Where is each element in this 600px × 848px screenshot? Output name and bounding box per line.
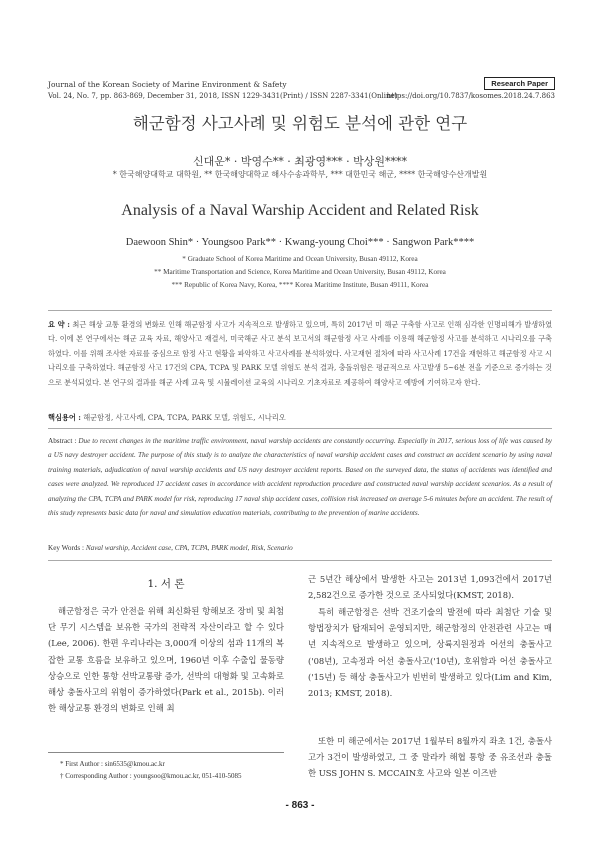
- abstract-korean-text: 최근 해상 교통 환경의 변화로 인해 해군함정 사고가 지속적으로 발생하고 있으며, 특히 2017년 미 해군 구축함 사고로 인해 심각한 인명피해가 발생하였다. 이에 본 연구에서는 해군 교육 자료, 해양사고 재결서, 미국해군 사고 분석 보고서의 해군함정 사고 사례를 이용해 해군함정 사고를 분석하고 시나리오를 구축하였다. 이를 위해 조사한 자료를 중심으로 함정 사고 현황을 파악하고 사고사례를 분석하였다. 사고재현 절차에 따라 사고사례 17건을 재현하고 해군함정 사고 시나리오를 구축하였다. 해군함정 사고 17건의 CPA, TCPA 및 PARK 모델 위험도 분석 결과, 충돌위험은 평균적으로 사고발생 5~6분 전을 기준으로 증가하는 것으로 분석되었다. 본 연구의 결과를 해군 사례 교육 및 시뮬레이션 교육의 시나리오 기초자료로 제공하여 해양사고 예방에 기여하고자 한다.: [48, 320, 553, 387]
- keywords-korean-text: 해군함정, 사고사례, CPA, TCPA, PARK 모델, 위험도, 시나리오: [83, 413, 286, 422]
- authors-english: Daewoon Shin* · Youngsoo Park** · Kwang-young Choi*** · Sangwon Park****: [125, 237, 475, 248]
- keywords-english: [48, 541, 552, 555]
- divider: [48, 560, 552, 561]
- affiliation-english-3: *** Republic of Korea Navy, Korea, **** Korea Maritime Institute, Busan 49111, Korea: [171, 281, 429, 289]
- abstract-english-text: Due to recent changes in the maritime traffic environment, naval warship accidents are constantly occurring. Especially in 2017, serious loss of life was caused by a US navy destroyer accident. The purpose of this study is to analyze the characteristics of naval warship accident cases and construct an accident scenario by using naval training materials, adjudication of naval warship accidents and US navy destroyer accident reports. Based on the surveyed data, the status of accidents was identified and cases were analyzed. We reproduced 17 accident cases in accordance with accident reproduction procedure and constructed naval warship accident scenarios. As a result of analyzing the CPA, TCPA and PARK model for risk, reproducing 17 naval ship accident cases, collision risk increased on average 5-6 minutes before an accident. The result of this study represents basic data for naval and simulation education materials, contributing to the prevention of marine accidents.: [48, 437, 552, 518]
- affiliations-korean: * 한국해양대학교 대학원, ** 한국해양대학교 해사수송과학부, *** 대한민국 해군, **** 한국해양수산개발원: [112, 170, 488, 179]
- footnote-first-author: * First Author : sin6535@kmou.ac.kr: [60, 760, 165, 768]
- title-english: Analysis of a Naval Warship Accident and Related Risk: [121, 202, 479, 219]
- doi-link[interactable]: https://doi.org/10.7837/kosomes.2018.24.7.863: [386, 92, 555, 100]
- keywords-korean-label: 핵심용어 :: [48, 413, 81, 422]
- divider: [48, 428, 552, 429]
- body-right-paragraph-2: 특히 해군함정은 선박 건조기술의 발전에 따라 최첨단 기술 및 항법장치가 탑재되어 운영되지만, 해군함정의 안전관련 사고는 매년 지속적으로 발생하고 있으며, 상륙지원정과 어선의 충돌사고('08년), 고속정과 어선 충돌사고('10년), 호위함과 어선 충돌사고('15년) 등 해상 충돌사고가 빈번히 발생하고 있다(Lim and Kim, 2013; KMST, 2018).: [308, 607, 552, 699]
- authors-korean: 신대운* · 박영수** · 최광영*** · 박상원****: [193, 155, 407, 168]
- abstract-english: [48, 434, 552, 520]
- body-right-paragraph-3: 또한 미 해군에서는 2017년 1월부터 8월까지 좌초 1건, 충돌사고가 3건이 발생하였고, 그 중 말라카 해협 통항 중 유조선과 충돌한 USS JOHN S. MCCAIN호 사고와 일본 이즈반: [308, 736, 552, 779]
- divider: [48, 310, 552, 311]
- keywords-korean: [48, 411, 552, 425]
- research-paper-badge: Research Paper: [484, 77, 555, 90]
- affiliation-english-1: * Graduate School of Korea Maritime and Ocean University, Busan 49112, Korea: [182, 255, 418, 263]
- abstract-english-label: Abstract :: [48, 437, 77, 445]
- body-right-paragraph-1: 근 5년간 해상에서 발생한 사고는 2013년 1,093건에서 2017년 2,582건으로 증가한 것으로 조사되었다(KMST, 2018).: [308, 574, 552, 601]
- title-korean: 해군함정 사고사례 및 위험도 분석에 관한 연구: [132, 114, 468, 133]
- section-heading: 1. 서 론: [147, 578, 185, 590]
- abstract-korean: [48, 318, 552, 390]
- affiliation-english-2: ** Maritime Transportation and Science, Korea Maritime and Ocean University, Busan 49112, Korea: [154, 268, 446, 276]
- abstract-korean-label: 요 약 :: [48, 320, 70, 329]
- keywords-english-label: Key Words :: [48, 544, 85, 552]
- keywords-english-text: Naval warship, Accident case, CPA, TCPA, PARK model, Risk, Scenario: [85, 544, 293, 552]
- footnote-corresponding-author: † Corresponding Author : youngsoo@kmou.ac.kr, 051-410-5085: [60, 772, 242, 780]
- body-left-paragraph: 해군함정은 국가 안전을 위해 최신화된 항해보조 장비 및 최첨단 무기 시스템을 보유한 국가의 전략적 자산이라고 할 수 있다(Lee, 2006). 한편 우리나라는 3,000개 이상의 섬과 11개의 복잡한 교통 흐름을 보유하고 있으며, 1960년 이후 수출입 물동량 상승으로 인한 통항 선박교통량 증가, 선박의 대형화 및 고속화로 해상 충돌사고의 위험이 증가하였다(Park et al., 2015b). 이러한 해상교통 환경의 변화로 인해 최: [48, 606, 284, 714]
- journal-name: Journal of the Korean Society of Marine Environment & Safety: [48, 80, 287, 89]
- page-number: - 863 -: [285, 800, 315, 811]
- footnote-rule: [48, 752, 284, 753]
- volume-info: Vol. 24, No. 7, pp. 863-869, December 31, 2018, ISSN 1229-3431(Print) / ISSN 2287-3341(Online): [48, 92, 398, 100]
